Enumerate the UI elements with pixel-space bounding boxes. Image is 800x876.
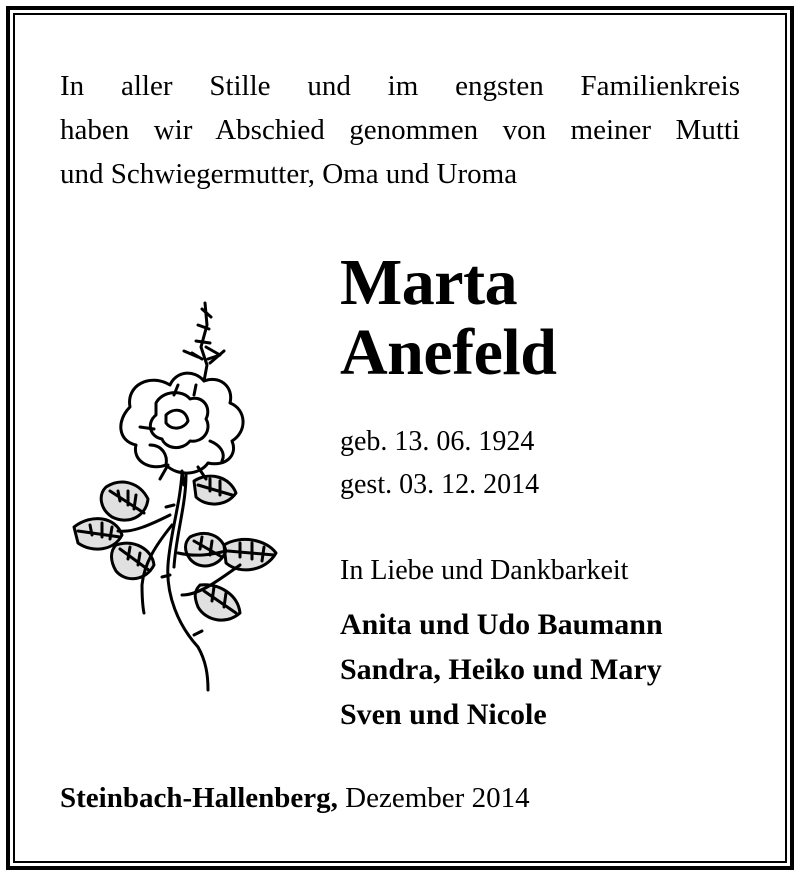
mourner: Sandra, Heiko und Mary — [340, 653, 662, 686]
closing-phrase: In Liebe und Dankbarkeit — [340, 555, 629, 586]
death-date: gest. 03. 12. 2014 — [340, 469, 540, 500]
rose-icon — [70, 295, 285, 695]
intro-line: haben wir Abschied genommen von meiner Mutti — [60, 114, 740, 146]
mourners-list — [340, 602, 663, 737]
footer-place: Steinbach-Hallenberg, — [60, 782, 338, 814]
mourner: Sven und Nicole — [340, 698, 547, 731]
life-dates — [340, 420, 539, 506]
footer-line — [60, 778, 530, 818]
footer-date: Dezember 2014 — [345, 782, 530, 814]
last-name: Anefeld — [340, 316, 557, 389]
first-name: Marta — [340, 246, 518, 319]
intro-line: und Schwiegermutter, Oma und Uroma — [60, 158, 518, 190]
birth-date: geb. 13. 06. 1924 — [340, 426, 535, 457]
mourner: Anita und Udo Baumann — [340, 608, 663, 641]
intro-text — [60, 64, 740, 196]
intro-line: In aller Stille und im engsten Familienkreis — [60, 70, 740, 102]
deceased-name — [340, 248, 556, 388]
